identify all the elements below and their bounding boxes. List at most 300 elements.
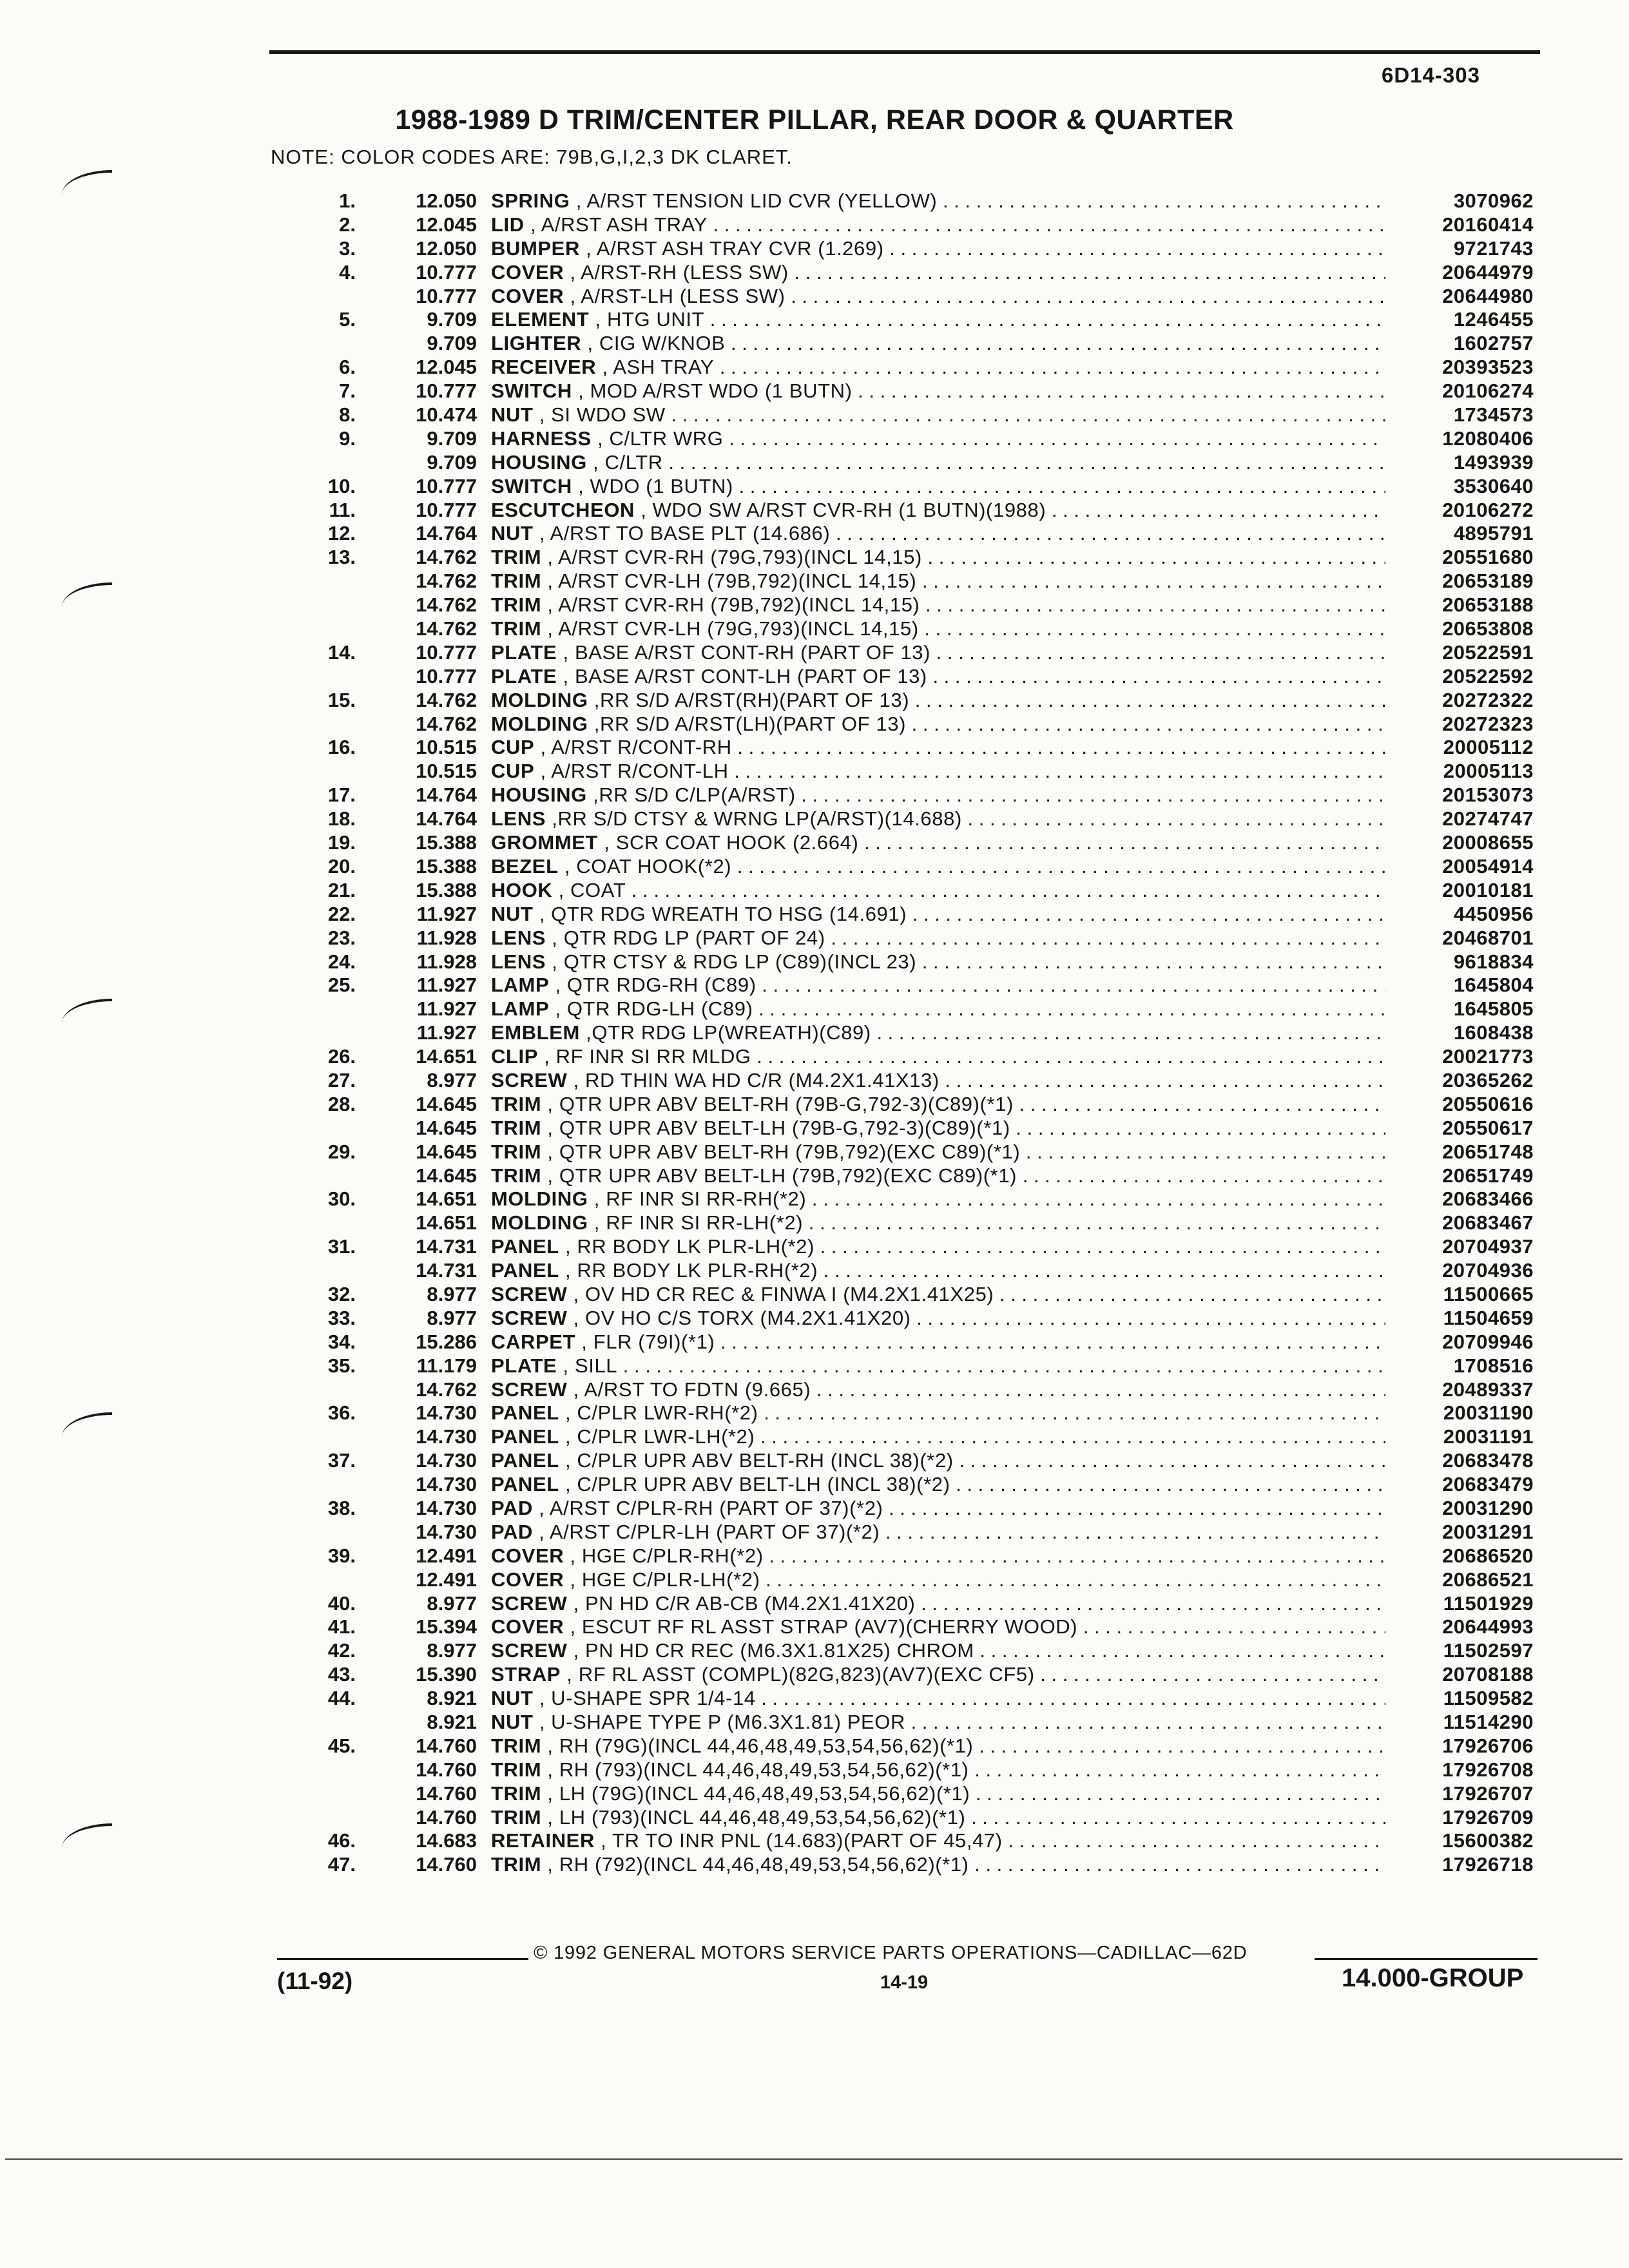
part-spec: , A/RST ASH TRAY: [530, 213, 708, 236]
item-number: 4.: [339, 260, 356, 284]
illustration-ref: 11.928: [416, 926, 477, 949]
item-number: 46.: [327, 1829, 356, 1852]
color-code-note: NOTE: COLOR CODES ARE: 79B,G,I,2,3 DK CLARET.: [271, 146, 793, 168]
part-number: 1734573: [1453, 403, 1534, 427]
item-number: 38.: [327, 1496, 356, 1519]
page-number: 14-19: [880, 1972, 929, 1993]
part-description: [491, 1568, 1385, 1592]
part-name: PANEL: [491, 1401, 559, 1425]
parts-row: [316, 997, 1534, 1021]
part-spec: , A/RST R/CONT-RH: [540, 736, 732, 759]
parts-row: [316, 1806, 1534, 1830]
part-description: [491, 713, 1385, 736]
parts-row: [316, 1164, 1534, 1188]
item-number: 12.: [327, 522, 356, 545]
part-number: 4450956: [1453, 902, 1534, 925]
illustration-ref: 8.977: [427, 1282, 477, 1305]
part-number: 11500665: [1443, 1282, 1534, 1305]
illustration-ref: 9.709: [427, 427, 477, 450]
part-name: NUT: [491, 1711, 534, 1733]
parts-list: [316, 189, 1534, 1877]
parts-row: [316, 1259, 1534, 1283]
part-spec: , A/RST TO BASE PLT (14.686): [539, 522, 831, 545]
parts-row: [316, 831, 1534, 855]
illustration-ref: 14.762: [416, 688, 477, 711]
illustration-ref: 10.515: [416, 736, 477, 759]
part-name: HOUSING: [491, 450, 587, 474]
part-description: [491, 1307, 1385, 1331]
part-number: 20651748: [1442, 1140, 1534, 1163]
parts-row: [316, 1497, 1534, 1521]
part-number: 1708516: [1453, 1354, 1534, 1377]
item-number: 21.: [327, 878, 356, 901]
item-number: 42.: [327, 1639, 356, 1662]
part-number: 1246455: [1453, 308, 1534, 331]
illustration-ref: 12.050: [416, 189, 477, 212]
part-description: [491, 903, 1385, 927]
part-number: 12080406: [1442, 427, 1534, 450]
illustration-ref: 10.474: [416, 403, 477, 427]
illustration-ref: 14.760: [416, 1758, 477, 1781]
illustration-ref: 15.394: [416, 1615, 477, 1639]
part-description: [491, 1758, 1385, 1782]
illustration-ref: 10.777: [416, 498, 477, 521]
part-name: SWITCH: [491, 380, 572, 403]
part-name: TRIM: [491, 1140, 542, 1163]
part-name: TRIM: [491, 1782, 542, 1805]
part-number: 20031291: [1442, 1520, 1534, 1543]
part-description: [491, 1140, 1385, 1164]
part-name: SCREW: [491, 1282, 568, 1305]
parts-row: [316, 760, 1534, 783]
illustration-ref: 14.760: [416, 1805, 477, 1829]
page-code: 6D14-303: [1382, 63, 1480, 87]
part-spec: , WDO SW A/RST CVR-RH (1 BUTN)(1988): [641, 498, 1046, 521]
part-name: TRIM: [491, 1116, 542, 1139]
parts-row: [316, 1592, 1534, 1616]
part-spec: , BASE A/RST CONT-RH (PART OF 13): [563, 640, 930, 664]
part-number: 1493939: [1453, 450, 1534, 474]
page-title: 1988-1989 D TRIM/CENTER PILLAR, REAR DOOR & QUARTER: [395, 104, 1234, 135]
illustration-ref: 11.928: [416, 950, 477, 973]
illustration-ref: 14.762: [416, 593, 477, 617]
part-name: SCREW: [491, 1378, 568, 1401]
part-name: TRIM: [491, 617, 542, 640]
illustration-ref: 14.651: [416, 1187, 477, 1211]
part-spec: , A/RST C/PLR-RH (PART OF 37)(*2): [539, 1496, 883, 1519]
part-spec: ,QTR RDG LP(WREATH)(C89): [586, 1021, 871, 1044]
part-number: 20704937: [1442, 1235, 1534, 1258]
illustration-ref: 14.730: [416, 1401, 477, 1425]
illustration-ref: 12.491: [416, 1568, 477, 1591]
illustration-ref: 15.388: [416, 878, 477, 901]
part-name: BUMPER: [491, 236, 580, 260]
top-rule: [269, 50, 1540, 54]
part-number: 20106274: [1442, 380, 1534, 403]
part-spec: , A/RST-LH (LESS SW): [570, 284, 786, 307]
footer-rule-left: [277, 1958, 528, 1960]
parts-row: [316, 522, 1534, 546]
parts-row: [316, 689, 1534, 713]
part-number: 20653188: [1442, 593, 1534, 617]
parts-row: [316, 1829, 1534, 1853]
item-number: 5.: [339, 308, 356, 331]
illustration-ref: 14.762: [416, 617, 477, 640]
part-description: [491, 356, 1385, 380]
part-number: 20489337: [1442, 1378, 1534, 1401]
part-name: TRIM: [491, 570, 542, 593]
part-spec: , SILL: [563, 1354, 618, 1377]
item-number: 18.: [327, 807, 356, 831]
item-number: 15.: [327, 688, 356, 711]
illustration-ref: 14.730: [416, 1449, 477, 1472]
illustration-ref: 14.730: [416, 1425, 477, 1448]
part-spec: ,RR S/D C/LP(A/RST): [593, 783, 796, 807]
part-name: SCREW: [491, 1639, 568, 1662]
part-spec: ,RR S/D A/RST(RH)(PART OF 13): [593, 688, 910, 711]
illustration-ref: 14.645: [416, 1164, 477, 1187]
part-description: [491, 1117, 1385, 1140]
illustration-ref: 8.977: [427, 1306, 477, 1329]
part-spec: , A/RST CVR-LH (79B,792)(INCL 14,15): [547, 570, 917, 593]
part-number: 20653189: [1442, 570, 1534, 593]
part-name: TRIM: [491, 1734, 542, 1757]
item-number: 11.: [329, 498, 356, 521]
illustration-ref: 14.762: [416, 1378, 477, 1401]
part-description: [491, 1069, 1385, 1093]
parts-row: [316, 1473, 1534, 1497]
part-description: [491, 570, 1385, 593]
parts-row: [316, 1735, 1534, 1758]
part-description: [491, 1401, 1385, 1425]
part-spec: , RF INR SI RR-RH(*2): [593, 1187, 807, 1211]
parts-row: [316, 1093, 1534, 1117]
part-description: [491, 1639, 1385, 1663]
part-spec: , QTR UPR ABV BELT-LH (79B-G,792-3)(C89)(*1): [547, 1116, 1010, 1139]
part-spec: , QTR RDG-LH (C89): [555, 997, 753, 1021]
part-name: COVER: [491, 1615, 564, 1639]
part-number: 11514290: [1443, 1711, 1534, 1733]
part-spec: , OV HO C/S TORX (M4.2X1.41X20): [573, 1306, 911, 1329]
part-number: 11501929: [1443, 1591, 1534, 1615]
part-number: 9721743: [1453, 236, 1534, 260]
part-name: ELEMENT: [491, 308, 590, 331]
part-name: PANEL: [491, 1473, 559, 1496]
part-spec: , PN HD CR REC (M6.3X1.81X25) CHROM: [573, 1639, 974, 1662]
parts-row: [316, 546, 1534, 570]
parts-row: [316, 285, 1534, 309]
parts-row: [316, 332, 1534, 356]
item-number: 25.: [327, 974, 356, 997]
illustration-ref: 10.777: [416, 474, 477, 497]
part-description: [491, 1378, 1385, 1402]
part-spec: , A/RST-RH (LESS SW): [570, 260, 789, 284]
part-description: [491, 403, 1385, 427]
part-description: [491, 1259, 1385, 1283]
part-number: 20709946: [1442, 1330, 1534, 1353]
binder-hole-mark: [62, 582, 112, 607]
part-spec: , A/RST TENSION LID CVR (YELLOW): [575, 189, 938, 212]
part-spec: , RF RL ASST (COMPL)(82G,823)(AV7)(EXC CF5): [566, 1663, 1035, 1686]
part-spec: , U-SHAPE TYPE P (M6.3X1.81) PEOR: [539, 1711, 905, 1733]
part-description: [491, 879, 1385, 903]
illustration-ref: 10.777: [416, 284, 477, 307]
part-number: 20683478: [1442, 1449, 1534, 1472]
parts-row: [316, 974, 1534, 997]
parts-row: [316, 736, 1534, 760]
parts-row: [316, 1187, 1534, 1211]
item-number: 26.: [327, 1045, 356, 1068]
part-number: 20031190: [1443, 1401, 1534, 1425]
part-number: 20106272: [1442, 498, 1534, 521]
part-description: [491, 641, 1385, 665]
part-spec: , RF INR SI RR MLDG: [544, 1045, 751, 1068]
parts-row: [316, 403, 1534, 427]
binder-hole-mark: [62, 1412, 112, 1437]
part-spec: , A/RST R/CONT-LH: [540, 760, 729, 783]
illustration-ref: 8.977: [427, 1068, 477, 1091]
part-description: [491, 1806, 1385, 1830]
illustration-ref: 8.977: [427, 1639, 477, 1662]
part-number: 20704936: [1442, 1259, 1534, 1282]
item-number: 6.: [339, 356, 356, 379]
illustration-ref: 14.645: [416, 1116, 477, 1139]
part-description: [491, 1211, 1385, 1235]
part-name: TRIM: [491, 1853, 542, 1876]
parts-row: [316, 927, 1534, 950]
parts-row: [316, 1069, 1534, 1093]
item-number: 16.: [327, 736, 356, 759]
item-number: 43.: [327, 1663, 356, 1686]
part-name: PAD: [491, 1520, 533, 1543]
part-name: COVER: [491, 1544, 564, 1567]
part-spec: , C/LTR: [593, 450, 663, 474]
part-spec: ,RR S/D CTSY & WRNG LP(A/RST)(14.688): [552, 807, 962, 831]
part-spec: , QTR RDG-RH (C89): [555, 974, 757, 997]
part-spec: , SCR COAT HOOK (2.664): [604, 831, 859, 854]
parts-row: [316, 189, 1534, 213]
illustration-ref: 10.777: [416, 664, 477, 687]
part-number: 20054914: [1442, 854, 1534, 878]
part-spec: , C/PLR UPR ABV BELT-LH (INCL 38)(*2): [564, 1473, 950, 1496]
illustration-ref: 9.709: [427, 450, 477, 474]
part-name: TRIM: [491, 1758, 542, 1781]
part-number: 20272322: [1442, 688, 1534, 711]
part-spec: , C/PLR LWR-RH(*2): [564, 1401, 758, 1425]
part-number: 20160414: [1442, 213, 1534, 236]
part-name: NUT: [491, 403, 534, 427]
part-description: [491, 1592, 1385, 1616]
part-number: 20551680: [1442, 546, 1534, 569]
parts-row: [316, 1211, 1534, 1235]
part-name: COVER: [491, 1568, 564, 1591]
parts-row: [316, 1425, 1534, 1449]
illustration-ref: 14.762: [416, 712, 477, 735]
parts-row: [316, 1782, 1534, 1806]
part-spec: , SI WDO SW: [539, 403, 666, 427]
item-number: 27.: [327, 1068, 356, 1091]
part-name: EMBLEM: [491, 1021, 580, 1044]
illustration-ref: 9.709: [427, 308, 477, 331]
item-number: 3.: [339, 236, 356, 260]
part-spec: , TR TO INR PNL (14.683)(PART OF 45,47): [601, 1829, 1003, 1852]
parts-row: [316, 570, 1534, 593]
part-spec: , QTR RDG LP (PART OF 24): [552, 926, 825, 949]
part-spec: , A/RST CVR-RH (79B,792)(INCL 14,15): [547, 593, 920, 617]
part-name: MOLDING: [491, 1187, 588, 1211]
part-name: CUP: [491, 736, 535, 759]
part-spec: , COAT: [558, 878, 626, 901]
part-name: LENS: [491, 950, 546, 973]
item-number: 35.: [327, 1354, 356, 1377]
part-number: 3070962: [1453, 189, 1534, 212]
part-name: NUT: [491, 902, 534, 925]
binder-hole-mark: [62, 1823, 112, 1848]
part-number: 3530640: [1453, 474, 1534, 497]
part-spec: , ESCUT RF RL ASST STRAP (AV7)(CHERRY WOOD): [570, 1615, 1078, 1639]
item-number: 17.: [327, 783, 356, 807]
parts-row: [316, 499, 1534, 523]
item-number: 24.: [327, 950, 356, 973]
illustration-ref: 15.388: [416, 854, 477, 878]
part-number: 20031290: [1442, 1496, 1534, 1519]
illustration-ref: 11.179: [416, 1354, 477, 1377]
part-description: [491, 1045, 1385, 1069]
parts-row: [316, 475, 1534, 499]
part-description: [491, 546, 1385, 570]
part-spec: , QTR UPR ABV BELT-RH (79B,792)(EXC C89)(*1): [547, 1140, 1021, 1163]
part-description: [491, 1497, 1385, 1521]
item-number: 29.: [327, 1140, 356, 1163]
part-spec: , QTR UPR ABV BELT-RH (79B-G,792-3)(C89)(*1): [547, 1092, 1014, 1115]
part-name: PLATE: [491, 640, 557, 664]
part-name: TRIM: [491, 1805, 542, 1829]
part-description: [491, 997, 1385, 1021]
part-description: [491, 261, 1385, 285]
part-name: LAMP: [491, 974, 550, 997]
part-name: LIGHTER: [491, 332, 582, 355]
part-number: 1602757: [1453, 332, 1534, 355]
group-number: 14.000-GROUP: [1342, 1964, 1524, 1992]
item-number: 19.: [327, 831, 356, 854]
part-spec: , LH (79G)(INCL 44,46,48,49,53,54,56,62)(*1): [547, 1782, 970, 1805]
part-spec: , BASE A/RST CONT-LH (PART OF 13): [563, 664, 927, 687]
parts-row: [316, 1853, 1534, 1877]
illustration-ref: 14.731: [416, 1235, 477, 1258]
part-number: 20550616: [1442, 1092, 1534, 1115]
part-spec: , LH (793)(INCL 44,46,48,49,53,54,56,62)(*1): [547, 1805, 966, 1829]
part-name: PANEL: [491, 1425, 559, 1448]
item-number: 41.: [327, 1615, 356, 1639]
part-name: LENS: [491, 807, 546, 831]
part-spec: , PN HD C/R AB-CB (M4.2X1.41X20): [573, 1591, 916, 1615]
part-description: [491, 1782, 1385, 1806]
part-description: [491, 1735, 1385, 1758]
part-spec: , RH (793)(INCL 44,46,48,49,53,54,56,62)(*1): [547, 1758, 969, 1781]
illustration-ref: 14.764: [416, 783, 477, 807]
part-name: LID: [491, 213, 525, 236]
parts-row: [316, 1449, 1534, 1473]
illustration-ref: 14.730: [416, 1520, 477, 1543]
parts-row: [316, 308, 1534, 332]
part-name: CLIP: [491, 1045, 539, 1068]
part-number: 4895791: [1453, 522, 1534, 545]
part-number: 20522592: [1442, 664, 1534, 687]
illustration-ref: 12.491: [416, 1544, 477, 1567]
part-description: [491, 855, 1385, 879]
illustration-ref: 14.760: [416, 1782, 477, 1805]
parts-row: [316, 807, 1534, 831]
part-number: 1645804: [1453, 974, 1534, 997]
illustration-ref: 14.645: [416, 1092, 477, 1115]
part-description: [491, 1354, 1385, 1378]
part-description: [491, 1283, 1385, 1307]
part-description: [491, 689, 1385, 713]
part-number: 20274747: [1442, 807, 1534, 831]
copyright-text: © 1992 GENERAL MOTORS SERVICE PARTS OPERATIONS—CADILLAC—62D: [534, 1943, 1248, 1963]
part-spec: , MOD A/RST WDO (1 BUTN): [578, 380, 853, 403]
item-number: 34.: [327, 1330, 356, 1353]
part-description: [491, 451, 1385, 475]
part-number: 20653808: [1442, 617, 1534, 640]
part-spec: , C/PLR LWR-LH(*2): [564, 1425, 755, 1448]
part-name: PLATE: [491, 664, 557, 687]
illustration-ref: 10.777: [416, 380, 477, 403]
parts-row: [316, 1117, 1534, 1140]
item-number: 32.: [327, 1282, 356, 1305]
part-number: 20683466: [1442, 1187, 1534, 1211]
part-spec: , HGE C/PLR-LH(*2): [570, 1568, 760, 1591]
item-number: 22.: [327, 902, 356, 925]
illustration-ref: 14.683: [416, 1829, 477, 1852]
part-number: 20550617: [1442, 1116, 1534, 1139]
part-spec: , U-SHAPE SPR 1/4-14: [539, 1687, 756, 1710]
part-description: [491, 1164, 1385, 1188]
part-name: NUT: [491, 1687, 534, 1710]
part-number: 9618834: [1453, 950, 1534, 973]
item-number: 13.: [327, 546, 356, 569]
part-number: 17926718: [1442, 1853, 1534, 1876]
illustration-ref: 10.515: [416, 760, 477, 783]
parts-row: [316, 1758, 1534, 1782]
item-number: 47.: [327, 1853, 356, 1876]
part-description: [491, 237, 1385, 261]
part-name: SWITCH: [491, 474, 572, 497]
part-number: 20644993: [1442, 1615, 1534, 1639]
parts-row: [316, 1615, 1534, 1639]
part-description: [491, 499, 1385, 523]
illustration-ref: 14.764: [416, 522, 477, 545]
part-spec: , RF INR SI RR-LH(*2): [593, 1211, 804, 1235]
part-description: [491, 974, 1385, 997]
part-name: MOLDING: [491, 688, 588, 711]
part-spec: , OV HD CR REC & FINWA I (M4.2X1.41X25): [573, 1282, 994, 1305]
item-number: 10.: [327, 474, 356, 497]
part-description: [491, 1711, 1385, 1735]
part-spec: , QTR CTSY & RDG LP (C89)(INCL 23): [552, 950, 917, 973]
part-name: TRIM: [491, 1164, 542, 1187]
part-spec: , FLR (79I)(*1): [581, 1330, 715, 1353]
part-name: CARPET: [491, 1330, 576, 1353]
part-description: [491, 617, 1385, 641]
part-number: 20686520: [1442, 1544, 1534, 1567]
illustration-ref: 11.927: [416, 902, 477, 925]
illustration-ref: 15.390: [416, 1663, 477, 1686]
part-name: SCREW: [491, 1068, 568, 1091]
part-description: [491, 213, 1385, 237]
part-number: 17926708: [1442, 1758, 1534, 1781]
binder-hole-mark: [62, 170, 112, 195]
